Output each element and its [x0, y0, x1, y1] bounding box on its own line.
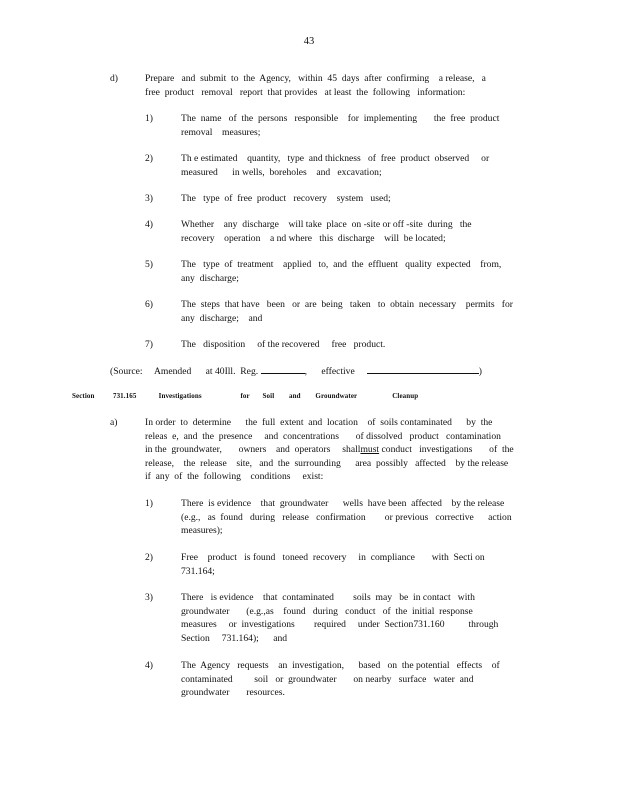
subitem-number: 4) — [145, 219, 153, 230]
text-line: The type of treatment applied to, and the effluent quality expected from, — [181, 259, 502, 270]
text-line: contaminated soil or groundwater on nearby surface water and — [181, 673, 474, 685]
effective-date-blank — [367, 364, 479, 374]
register-volume-blank — [261, 364, 305, 374]
subitem-text — [181, 218, 472, 245]
subitem-number: 7) — [145, 339, 153, 350]
subitem-text — [181, 298, 513, 325]
text-line: free product removal report that provides at least the following information: — [145, 86, 466, 98]
subitem-number: 2) — [145, 153, 153, 164]
text-line: release, the release site, and the surrounding area possibly affected by the release — [145, 457, 509, 469]
subitem-text — [181, 591, 498, 645]
source-prefix: (Source: Amended at 40Ill. Reg. — [110, 366, 259, 377]
subitem-number: 4) — [145, 660, 153, 671]
text-line: in the groundwater, owners and operators shall — [145, 444, 361, 456]
item-a-text — [145, 416, 514, 484]
subitem-text — [181, 338, 385, 352]
text-line: Free product is found toneed recovery in compliance with Secti on — [181, 552, 485, 563]
item-a-label: a) — [110, 417, 118, 428]
text-line: groundwater resources. — [181, 687, 285, 699]
text-line: Section 731.164); and — [181, 632, 288, 644]
text-line: There is evidence that contaminated soils may be in contact with — [181, 592, 475, 603]
subitem-text — [181, 551, 485, 578]
text-line: measures); — [181, 525, 223, 537]
text-line: any discharge; and — [181, 312, 263, 324]
source-comma: , — [304, 366, 307, 377]
subitem-text — [181, 659, 500, 700]
text-line: Whether any discharge will take place on -site or off -site during the — [181, 219, 472, 230]
text-line: There is evidence that groundwater wells have been affected by the release — [181, 498, 505, 509]
subitem-number: 3) — [145, 193, 153, 204]
text-line-rest: conduct investigations of the — [379, 444, 514, 456]
text-line: The type of free product recovery system used; — [181, 193, 391, 204]
text-line: releas e, and the presence and concentrations of dissolved product contamination — [145, 430, 501, 442]
source-close: ) — [478, 366, 482, 377]
item-d-label: d) — [110, 73, 118, 84]
text-line: any discharge; — [181, 272, 239, 284]
subitem-text — [181, 258, 501, 285]
text-line: The name of the persons responsible for implementing the free product — [181, 113, 500, 124]
subitem-text — [181, 112, 499, 139]
subitem-text — [181, 152, 489, 179]
text-line: 731.164; — [181, 565, 215, 577]
section-heading: Section 731.165 Investigations for Soil and Groundwater Cleanup — [72, 392, 419, 400]
text-line: measured in wells, boreholes and excavation; — [181, 166, 382, 178]
text-line: The steps that have been or are being taken to obtain necessary permits for — [181, 299, 513, 310]
source-effective: effective — [321, 366, 355, 377]
text-line: The Agency requests an investigation, based on the potential effects of — [181, 660, 500, 671]
subitem-number: 3) — [145, 592, 153, 603]
text-line: measures or investigations required under Section731.160 through — [181, 619, 499, 631]
subitem-number: 6) — [145, 299, 153, 310]
page-number: 43 — [303, 36, 315, 47]
subitem-number: 5) — [145, 259, 153, 270]
subitem-text — [181, 192, 391, 206]
text-line: groundwater (e.g.,as found during conduct of the initial response — [181, 605, 473, 617]
source-note — [110, 364, 482, 379]
text-line: removal measures; — [181, 126, 261, 138]
subitem-number: 2) — [145, 552, 153, 563]
text-line: (e.g., as found during release confirmation or previous corrective action — [181, 511, 512, 523]
item-d-text — [145, 72, 486, 99]
underlined-word: must — [360, 444, 380, 456]
text-line: if any of the following conditions exist: — [145, 471, 324, 483]
subitem-number: 1) — [145, 113, 153, 124]
text-line: recovery operation a nd where this discharge will be located; — [181, 232, 446, 244]
text-line: In order to determine the full extent and location of soils contaminated by the — [145, 417, 493, 428]
subitem-number: 1) — [145, 498, 153, 509]
text-line: Prepare and submit to the Agency, within 45 days after confirming a release, a — [145, 73, 486, 84]
text-line: The disposition of the recovered free product. — [181, 339, 386, 350]
text-line: Th e estimated quantity, type and thickness of free product observed or — [181, 153, 490, 164]
subitem-text — [181, 497, 512, 538]
